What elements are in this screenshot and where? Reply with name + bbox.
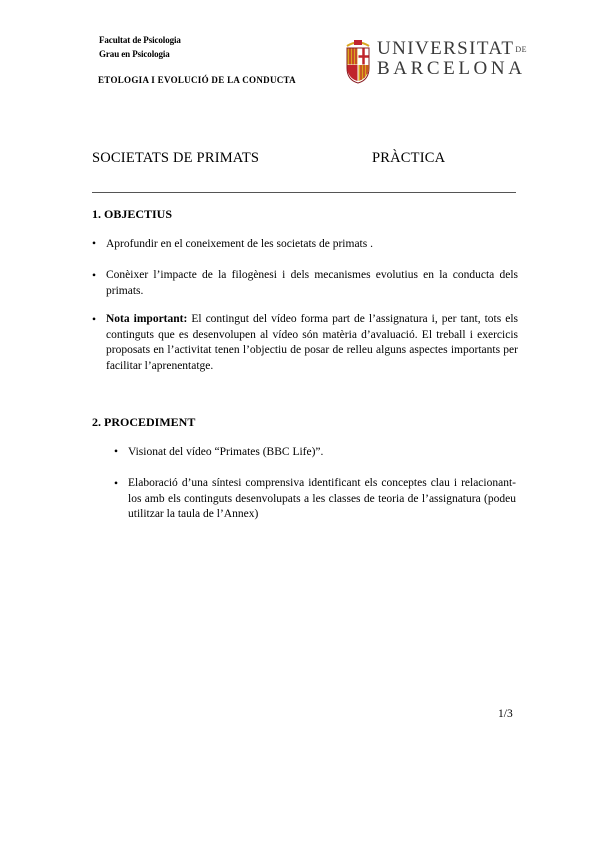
logo-line-universitat: UNIVERSITATDE	[377, 38, 528, 59]
bullet-icon: •	[92, 238, 97, 250]
university-logo	[345, 38, 528, 84]
note-text: El contingut del vídeo forma part de l’assignatura i, per tant, tots els continguts que es desenvolupen al vídeo són matèria d’avaluació. El treball i exercicis proposats en l’activitat tenen l’objectiu de posar de relleu alguns aspectes importants per facilitar l’aprenentatge.	[106, 313, 518, 372]
university-crest-icon	[345, 38, 371, 84]
document-type: PRÀCTICA	[372, 150, 446, 166]
section-heading-procediment: 2. PROCEDIMENT	[92, 415, 196, 429]
degree-name: Grau en Psicologia	[99, 49, 170, 59]
procedure-item: Visionat del vídeo “Primates (BBC Life)”.	[128, 446, 324, 458]
procedure-item: Elaboració d’una síntesi comprensiva identificant els conceptes clau i relacionant-los amb els continguts desenvolupats a les classes de teoria de l’assignatura (podeu utilitzar la taula de l’Annex)	[128, 477, 516, 520]
objective-item: Aprofundir en el coneixement de les societats de primats .	[106, 238, 373, 250]
document-title: SOCIETATS DE PRIMATS	[92, 150, 260, 166]
section-heading-objectius: 1. OBJECTIUS	[92, 207, 173, 221]
objective-item: Conèixer l’impacte de la filogènesi i dels mecanismes evolutius en la conducta dels primats.	[106, 269, 518, 297]
important-note	[106, 312, 518, 374]
logo-line-barcelona: BARCELONA	[377, 58, 526, 79]
page-number: 1/3	[498, 708, 513, 720]
course-name: ETOLOGIA I EVOLUCIÓ DE LA CONDUCTA	[98, 75, 296, 85]
note-label: Nota important:	[106, 313, 188, 325]
title-divider	[92, 192, 516, 193]
bullet-icon: •	[92, 314, 97, 326]
bullet-icon: •	[114, 446, 119, 458]
faculty-name: Facultat de Psicologia	[99, 35, 181, 45]
bullet-icon: •	[114, 478, 119, 490]
bullet-icon: •	[92, 270, 97, 282]
